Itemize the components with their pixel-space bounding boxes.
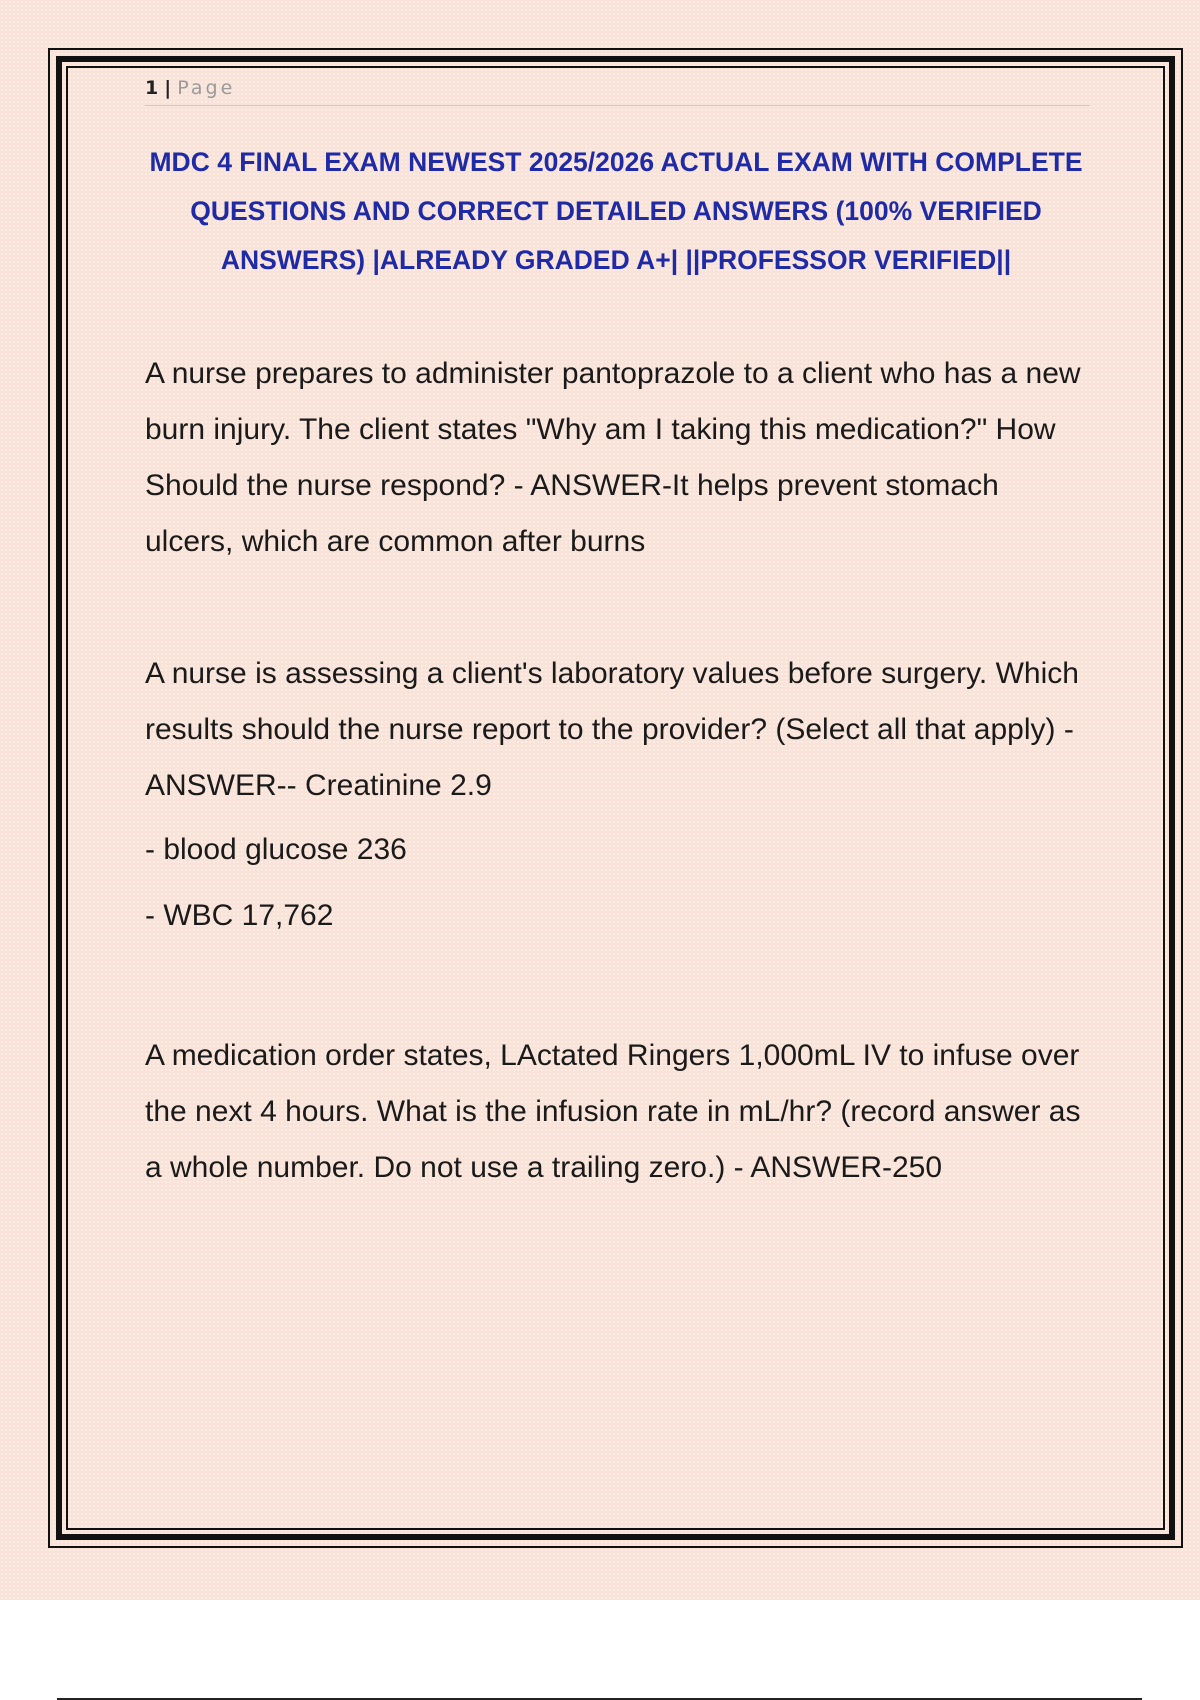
- qa-item-2: [145, 646, 1095, 936]
- document-body: [145, 346, 1095, 1196]
- page-number: 1: [145, 77, 159, 99]
- qa-item-3: [145, 1028, 1095, 1196]
- qa-text: A medication order states, LActated Ringers 1,000mL IV to infuse over the next 4 hours. What is the infusion rate in mL/hr? (record answer as a whole number. Do not use a trailing zero.) - ANSWER-250: [145, 1039, 1081, 1184]
- qa-text: A nurse prepares to administer pantoprazole to a client who has a new burn injury. The client states "Why am I taking this medication?" How Should the nurse respond? - ANSWER-It helps prevent stomach ulcers, which are common after burns: [145, 357, 1081, 558]
- answer-line: - WBC 17,762: [145, 899, 334, 932]
- page-header: [145, 75, 1090, 106]
- qa-item-1: [145, 346, 1095, 570]
- qa-text: A nurse is assessing a client's laboratory values before surgery. Which results should the nurse report to the provider? (Select all that apply) - ANSWER-- Creatinine 2.9: [145, 657, 1079, 802]
- page-label: Page: [177, 77, 236, 99]
- page-separator: |: [164, 77, 172, 99]
- document-title: MDC 4 FINAL EXAM NEWEST 2025/2026 ACTUAL EXAM WITH COMPLETE QUESTIONS AND CORRECT DETAILED ANSWERS (100% VERIFIED ANSWERS) |ALREADY GRADED A+| ||PROFESSOR VERIFIED||: [149, 147, 1083, 275]
- answer-line: - blood glucose 236: [145, 833, 407, 866]
